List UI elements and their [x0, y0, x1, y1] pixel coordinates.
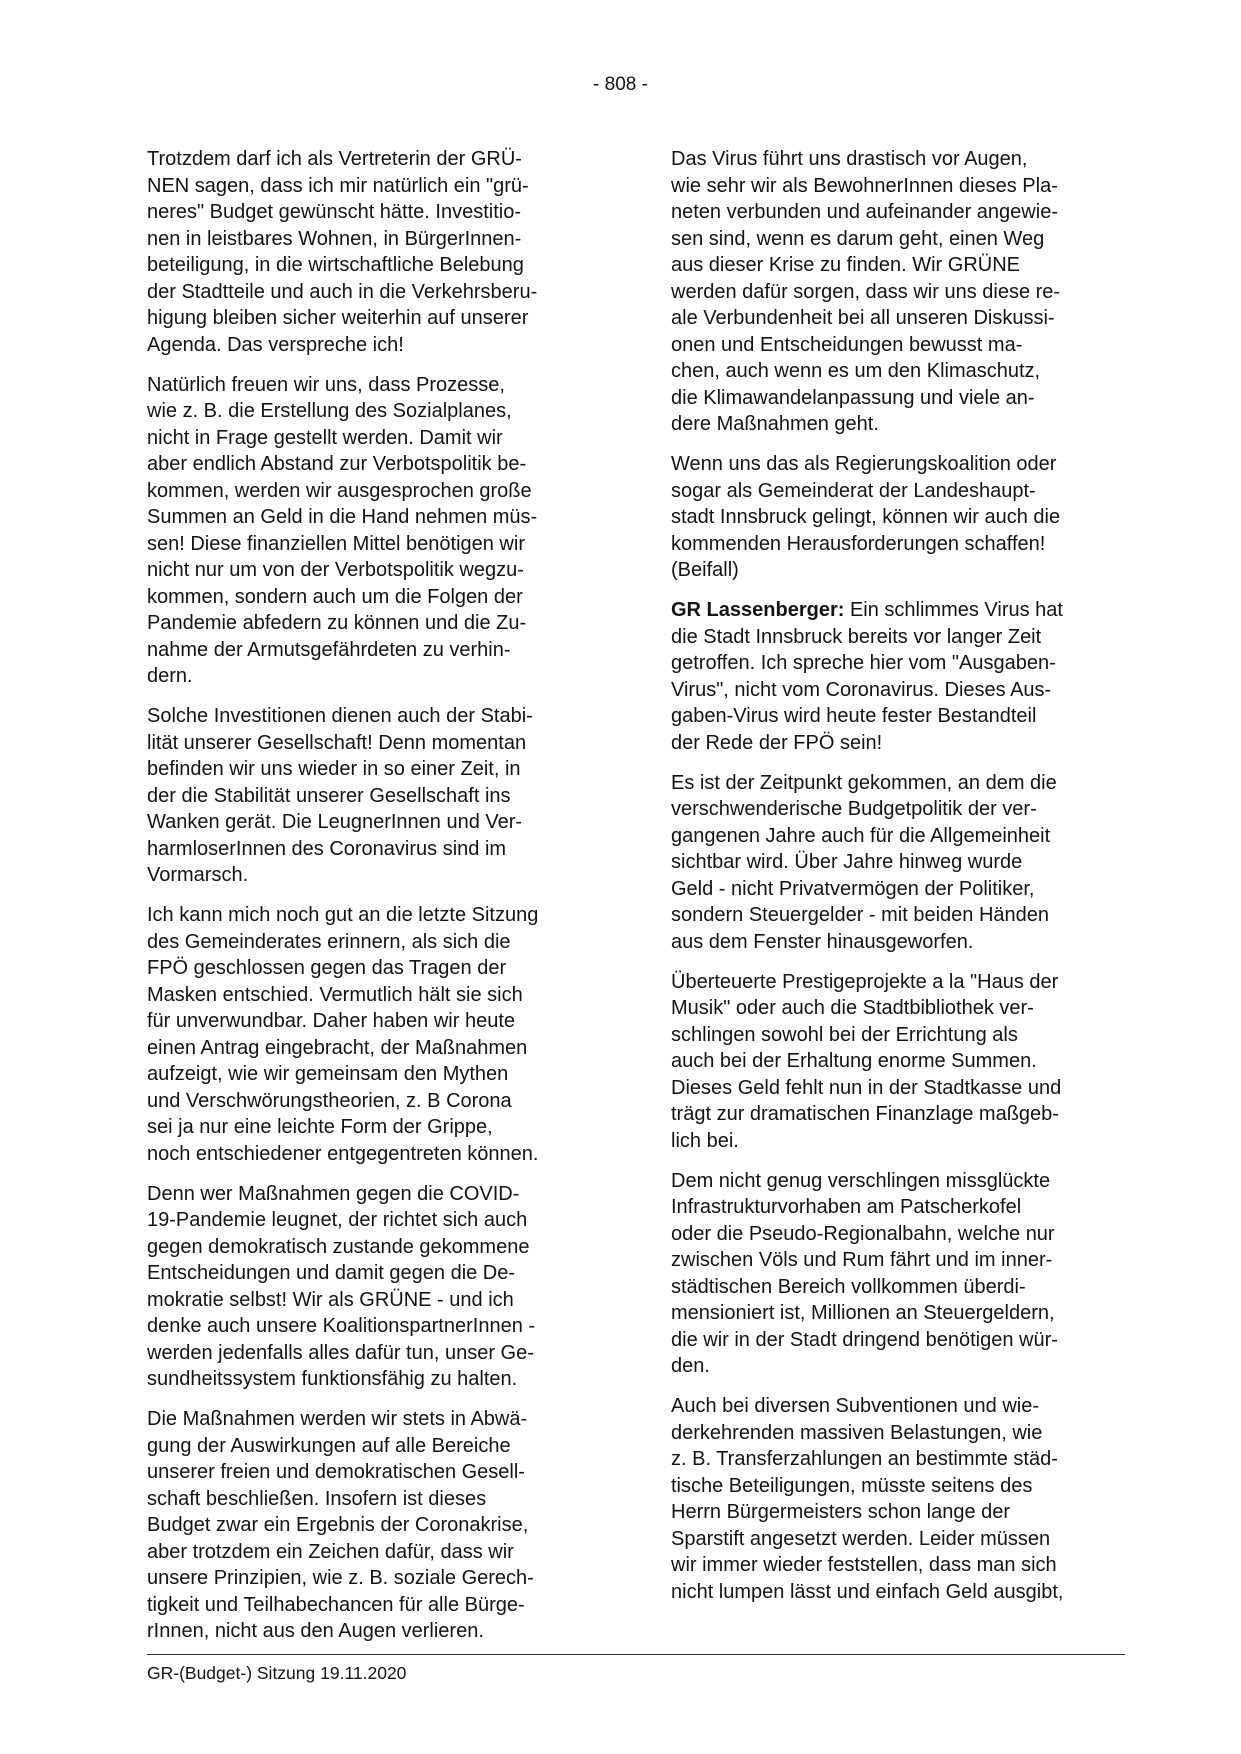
paragraph: Das Virus führt uns drastisch vor Augen, wie sehr wir als BewohnerInnen dieses Pla- neten verbunden und aufeinander angewie- sen sind, wenn es darum geht, einen Weg aus dieser Krise zu finden. Wir GRÜNE werden dafür sorgen, dass wir uns diese re- ale Verbundenheit bei all unseren Diskussi- onen und Entscheidungen bewusst ma- chen, auch wenn es um den Klimaschutz, die Klimawandelanpassung und viele an- dere Maßnahmen geht.: [671, 148, 1061, 435]
paragraph: Natürlich freuen wir uns, dass Prozesse, wie z. B. die Erstellung des Sozialplanes, nicht in Frage gestellt werden. Damit wir aber endlich Abstand zur Verbotspolitik be- kommen, werden wir ausgesprochen große Summen an Geld in die Hand nehmen müs- sen! Diese finanziellen Mittel benötigen wir nicht nur um von der Verbotspolitik wegzu- kommen, sondern auch um die Folgen der Pandemie abfedern zu können und die Zu- nahme der Armutsgefährdeten zu verhin- dern.: [147, 373, 538, 687]
footer-session-label: GR-(Budget-) Sitzung 19.11.2020: [147, 1663, 407, 1683]
paragraph: Solche Investitionen dienen auch der Stabi- lität unserer Gesellschaft! Denn momentan befinden wir uns wieder in so einer Zeit, in der die Stabilität unserer Gesellschaft ins Wanken gerät. Die LeugnerInnen und Ver- harmloserInnen des Coronavirus sind im Vormarsch.: [147, 705, 533, 886]
speaker-name: GR Lassenberger:: [671, 599, 845, 621]
paragraph: Überteuerte Prestigeprojekte a la "Haus der Musik" oder auch die Stadtbibliothek ver- schlingen sowohl bei der Errichtung als auch bei der Erhaltung enorme Summen. Dieses Geld fehlt nun in der Stadtkasse und trägt zur dramatischen Finanzlage maßgeb- lich bei.: [671, 970, 1062, 1152]
right-column: [671, 146, 1123, 1619]
page-number: - 808 -: [593, 74, 648, 95]
paragraph: Auch bei diversen Subventionen und wie- derkehrenden massiven Belastungen, wie z. B. Transferzahlungen an bestimmte städ- tische Beteiligungen, müsste seitens des Herrn Bürgermeisters schon lange der Sparstift angesetzt werden. Leider müssen wir immer wieder feststellen, dass man sich nicht lumpen lässt und einfach Geld ausgibt,: [671, 1395, 1064, 1603]
paragraph: Ich kann mich noch gut an die letzte Sitzung des Gemeinderates erinnern, als sich die FPÖ geschlossen gegen das Tragen der Masken entschied. Vermutlich hält sie sich für unverwundbar. Daher haben wir heute einen Antrag eingebracht, der Maßnahmen aufzeigt, wie wir gemeinsam den Mythen und Verschwörungstheorien, z. B Corona sei ja nur eine leichte Form der Grippe, noch entschiedener entgegentreten können.: [147, 904, 539, 1165]
paragraph: Trotzdem darf ich als Vertreterin der GRÜ- NEN sagen, dass ich mir natürlich ein "grü- neres" Budget gewünscht hätte. Investitio- nen in leistbares Wohnen, in BürgerInnen- beteiligung, in die wirtschaftliche Belebung der Stadtteile und auch in die Verkehrsberu- higung bleiben sicher weiterhin auf unserer Agenda. Das verspreche ich!: [147, 148, 538, 356]
paragraph: Wenn uns das als Regierungskoalition oder sogar als Gemeinderat der Landeshaupt- stadt Innsbruck gelingt, können wir auch die kommenden Herausforderungen schaffen! (Beifall): [671, 453, 1061, 581]
paragraph: Dem nicht genug verschlingen missglückte Infrastrukturvorhaben am Patscherkofel oder die Pseudo-Regionalbahn, welche nur zwischen Völs und Rum fährt und im inner- städtischen Bereich vollkommen überdi- mensioniert ist, Millionen an Steuergeldern, die wir in der Stadt dringend benötigen wür- den.: [671, 1169, 1058, 1377]
paragraph: Die Maßnahmen werden wir stets in Abwä- gung der Auswirkungen auf alle Bereiche unserer freien und demokratischen Gesell- schaft beschließen. Insofern ist dieses Budget zwar ein Ergebnis der Coronakrise, aber trotzdem ein Zeichen dafür, dass wir unsere Prinzipien, wie z. B. soziale Gerech- tigkeit und Teilhabechancen für alle Bürge- rInnen, nicht aus den Augen verlieren.: [147, 1408, 534, 1642]
speaker-text: Ein schlimmes Virus hat die Stadt Innsbruck bereits vor langer Zeit getroffen. Ich spreche hier vom "Ausgaben- Virus", nicht vom Coronavirus. Dieses Aus- gaben-Virus wird heute fester Bestandteil der Rede der FPÖ sein!: [671, 599, 1063, 754]
speaker-paragraph: [671, 597, 1123, 756]
footer-divider: [147, 1654, 1125, 1655]
paragraph: Es ist der Zeitpunkt gekommen, an dem die verschwenderische Budgetpolitik der ver- gangenen Jahre auch für die Allgemeinheit sichtbar wird. Über Jahre hinweg wurde Geld - nicht Privatvermögen der Politiker, sondern Steuergelder - mit beiden Händen aus dem Fenster hinausgeworfen.: [671, 771, 1057, 953]
paragraph: Denn wer Maßnahmen gegen die COVID- 19-Pandemie leugnet, der richtet sich auch gegen demokratisch zustande gekommene Entscheidungen und damit gegen die De- mokratie selbst! Wir als GRÜNE - und ich denke auch unsere KoalitionspartnerInnen - werden jedenfalls alles dafür tun, unser Ge- sundheitssystem funktionsfähig zu halten.: [147, 1182, 536, 1390]
left-column: [147, 146, 599, 1658]
